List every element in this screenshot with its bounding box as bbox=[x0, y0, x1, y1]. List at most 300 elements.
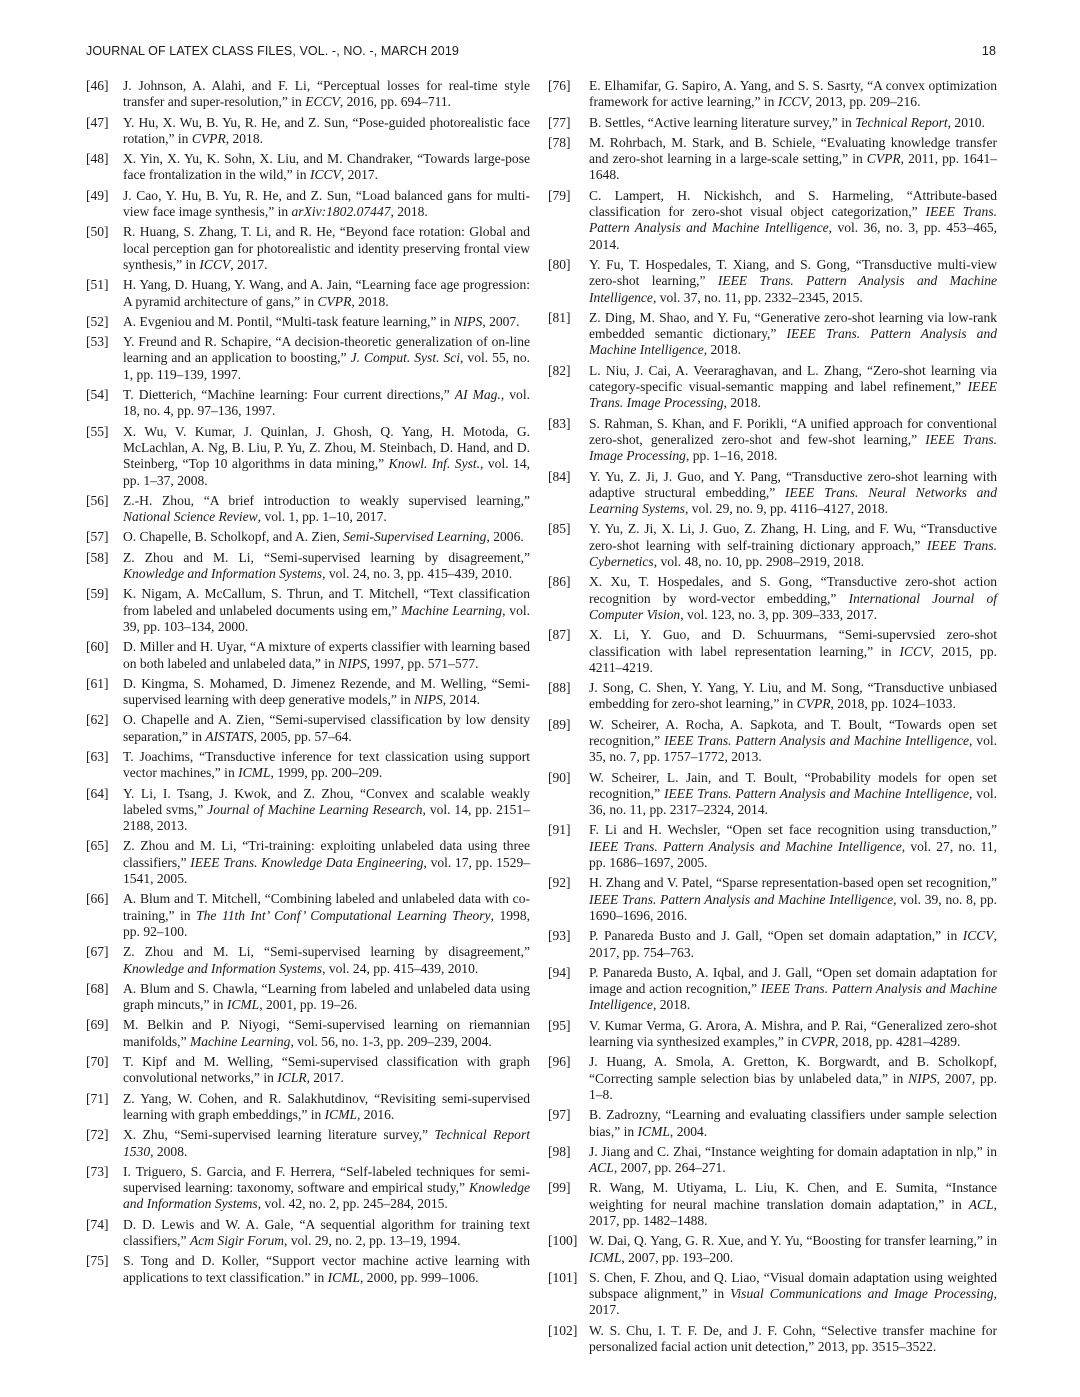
reference-text bbox=[589, 717, 997, 766]
reference-venue: National Science Review bbox=[123, 509, 258, 525]
reference-entry bbox=[86, 712, 530, 745]
reference-venue: IEEE Trans. Knowledge Data Engineering bbox=[190, 854, 424, 870]
reference-venue: CVPR bbox=[866, 151, 901, 167]
reference-text-segment: , 2018. bbox=[652, 997, 691, 1013]
reference-text-segment: , 2017. bbox=[306, 1070, 344, 1086]
reference-venue: ACL bbox=[968, 1196, 994, 1212]
reference-venue: J. Comput. Syst. Sci bbox=[350, 350, 461, 366]
reference-venue: NIPS bbox=[908, 1070, 937, 1086]
references-right-column bbox=[548, 78, 997, 1359]
reference-number: [91] bbox=[548, 822, 571, 838]
reference-venue: IEEE Trans. Pattern Analysis and Machine Intelligence bbox=[589, 838, 902, 854]
reference-venue: Technical Report 1530 bbox=[123, 1127, 530, 1159]
reference-text-segment: , 2008. bbox=[150, 1143, 188, 1159]
reference-text-segment: Y. Li, I. Tsang, J. Kwok, and Z. Zhou, “Convex and scalable weakly labeled svms,” bbox=[123, 785, 530, 817]
reference-text-segment: , vol. 14, pp. 2151–2188, 2013. bbox=[123, 801, 530, 834]
reference-number: [98] bbox=[548, 1143, 571, 1159]
reference-text-segment: , vol. 36, no. 3, pp. 453–465, 2014. bbox=[589, 220, 998, 252]
reference-number: [46] bbox=[86, 78, 109, 93]
reference-venue: IEEE Trans. Neural Networks and Learning Systems bbox=[589, 484, 997, 517]
reference-text bbox=[123, 550, 530, 583]
reference-text-segment: B. Zadrozny, “Learning and evaluating classifiers under sample selection bias,” in bbox=[589, 1107, 997, 1139]
reference-number: [96] bbox=[548, 1054, 571, 1070]
reference-venue: IEEE Trans. Pattern Analysis and Machine Intelligence bbox=[589, 204, 997, 236]
reference-venue: IEEE Trans. Image Processing bbox=[589, 379, 997, 411]
reference-text-segment: Y. Fu, T. Hospedales, T. Xiang, and S. Gong, “Transductive multi-view zero-shot learning,” bbox=[589, 256, 997, 289]
reference-number: [95] bbox=[548, 1017, 571, 1033]
reference-text bbox=[123, 1217, 530, 1250]
reference-number: [58] bbox=[86, 549, 109, 565]
reference-venue: NIPS bbox=[414, 692, 443, 708]
reference-text bbox=[589, 78, 997, 111]
reference-venue: ACL bbox=[589, 1160, 614, 1176]
reference-text-segment: , vol. 14, pp. 1–37, 2008. bbox=[123, 456, 530, 488]
reference-entry bbox=[548, 416, 997, 465]
reference-text bbox=[589, 115, 997, 131]
reference-text-segment: D. D. Lewis and W. A. Gale, “A sequential algorithm for training text classifiers,” bbox=[123, 1216, 530, 1248]
reference-text bbox=[123, 676, 530, 709]
reference-text-segment: , 1998, pp. 92–100. bbox=[123, 907, 530, 939]
reference-venue: arXiv:1802.07447 bbox=[291, 204, 391, 220]
reference-venue: ICML bbox=[589, 1249, 622, 1265]
reference-text bbox=[123, 838, 530, 887]
reference-venue: IEEE Trans. Pattern Analysis and Machine Intelligence bbox=[589, 326, 997, 358]
reference-venue: Visual Communications and Image Processing bbox=[730, 1286, 994, 1302]
reference-text-segment: , vol. 29, no. 9, pp. 4116–4127, 2018. bbox=[684, 501, 889, 517]
reference-text-segment: , 2014. bbox=[442, 692, 481, 708]
reference-text-segment: K. Nigam, A. McCallum, S. Thrun, and T. Mitchell, “Text classification from labeled and unlabeled documents using em,” bbox=[123, 586, 530, 618]
reference-venue: ICCV bbox=[199, 256, 231, 272]
reference-number: [69] bbox=[86, 1017, 109, 1033]
reference-text-segment: Y. Yu, Z. Ji, J. Guo, and Y. Pang, “Transductive zero-shot learning with adaptive structural embedding,” bbox=[589, 468, 997, 500]
reference-number: [56] bbox=[86, 492, 109, 508]
reference-text-segment: Z. Yang, W. Cohen, and R. Salakhutdinov, “Revisiting semi-supervised learning with graph embeddings,” in bbox=[123, 1090, 530, 1122]
reference-text-segment: , vol. 39, pp. 103–134, 2000. bbox=[123, 602, 530, 634]
reference-entry bbox=[548, 1270, 997, 1319]
reference-text-segment: , 2007, pp. 1–8. bbox=[589, 1070, 997, 1102]
reference-text bbox=[123, 78, 530, 111]
reference-number: [52] bbox=[86, 313, 109, 329]
reference-text bbox=[123, 314, 530, 330]
reference-venue: IEEE Trans. Pattern Analysis and Machine Intelligence bbox=[589, 273, 998, 305]
reference-venue: Machine Learning bbox=[401, 602, 503, 618]
reference-text-segment: , vol. 37, no. 11, pp. 2332–2345, 2015. bbox=[652, 289, 863, 305]
reference-text bbox=[589, 416, 997, 465]
reference-entry bbox=[548, 1054, 997, 1103]
reference-number: [63] bbox=[86, 748, 109, 764]
reference-entry bbox=[548, 78, 997, 111]
reference-entry bbox=[86, 314, 530, 330]
reference-text-segment: , vol. 27, no. 11, pp. 1686–1697, 2005. bbox=[589, 838, 997, 871]
reference-number: [50] bbox=[86, 224, 109, 240]
reference-text-segment: V. Kumar Verma, G. Arora, A. Mishra, and P. Rai, “Generalized zero-shot learning via synthesized examples,” in bbox=[589, 1017, 997, 1050]
reference-text bbox=[589, 875, 997, 924]
reference-entry bbox=[86, 529, 530, 545]
reference-entry bbox=[548, 717, 997, 766]
reference-number: [59] bbox=[86, 586, 109, 602]
reference-text bbox=[123, 151, 530, 184]
reference-text bbox=[123, 387, 530, 420]
reference-text-segment: O. Chapelle, B. Scholkopf, and A. Zien, bbox=[123, 529, 344, 545]
reference-venue: NIPS bbox=[453, 313, 483, 329]
reference-entry bbox=[86, 639, 530, 672]
reference-text bbox=[589, 310, 997, 359]
reference-number: [93] bbox=[548, 928, 571, 944]
reference-text-segment: T. Dietterich, “Machine learning: Four current directions,” bbox=[123, 387, 455, 403]
reference-entry bbox=[86, 1253, 530, 1286]
reference-number: [86] bbox=[548, 574, 571, 590]
reference-venue: AI Mag. bbox=[454, 387, 501, 403]
reference-entry bbox=[86, 78, 530, 111]
running-header bbox=[86, 44, 996, 64]
reference-venue: CVPR bbox=[191, 130, 226, 146]
reference-text-segment: , vol. 55, no. 1, pp. 119–139, 1997. bbox=[123, 350, 530, 382]
reference-venue: NIPS bbox=[338, 655, 367, 671]
reference-text bbox=[123, 586, 530, 635]
reference-venue: Knowl. Inf. Syst. bbox=[388, 456, 481, 472]
reference-text-segment: , 2017. bbox=[230, 256, 268, 272]
reference-venue: Knowledge and Information Systems bbox=[123, 566, 323, 582]
reference-text-segment: R. Huang, S. Zhang, T. Li, and R. He, “Beyond face rotation: Global and local perception gan for photorealistic and identity preserving frontal view synthesis,” in bbox=[123, 224, 530, 272]
reference-text bbox=[123, 277, 530, 310]
reference-text-segment: H. Zhang and V. Patel, “Sparse representation-based open set recognition,” bbox=[589, 875, 997, 891]
reference-venue: ICML bbox=[238, 765, 271, 781]
reference-entry bbox=[548, 1107, 997, 1140]
reference-entry bbox=[548, 928, 997, 961]
reference-entry bbox=[548, 965, 997, 1014]
reference-text-segment: J. Song, C. Shen, Y. Yang, Y. Liu, and M. Song, “Transductive unbiased embedding for zero-shot learning,” in bbox=[589, 680, 997, 712]
reference-number: [77] bbox=[548, 114, 571, 130]
reference-text bbox=[589, 822, 997, 871]
reference-entry bbox=[86, 749, 530, 782]
reference-text-segment: A. Blum and S. Chawla, “Learning from labeled and unlabeled data using graph mincuts,” in bbox=[123, 980, 530, 1013]
reference-text-segment: R. Wang, M. Utiyama, L. Liu, K. Chen, and E. Sumita, “Instance weighting for neural machine translation domain adaptation,” in bbox=[589, 1180, 997, 1212]
reference-venue: Technical Report bbox=[855, 114, 948, 130]
reference-entry bbox=[548, 822, 997, 871]
reference-text bbox=[589, 469, 997, 518]
reference-number: [74] bbox=[86, 1216, 109, 1232]
reference-number: [57] bbox=[86, 529, 109, 545]
reference-entry bbox=[86, 493, 530, 526]
reference-entry bbox=[86, 550, 530, 583]
reference-text-segment: M. Belkin and P. Niyogi, “Semi-supervised learning on riemannian manifolds,” bbox=[123, 1017, 530, 1049]
reference-venue: Knowledge and Information Systems bbox=[123, 960, 323, 976]
reference-entry bbox=[548, 770, 997, 819]
reference-text bbox=[589, 257, 997, 306]
reference-number: [76] bbox=[548, 78, 571, 93]
reference-number: [88] bbox=[548, 680, 571, 696]
reference-venue: Machine Learning bbox=[189, 1033, 291, 1049]
reference-text bbox=[589, 574, 997, 623]
reference-text-segment: J. Jiang and C. Zhai, “Instance weighting for domain adaptation in nlp,” in bbox=[589, 1143, 997, 1159]
reference-number: [99] bbox=[548, 1180, 571, 1196]
reference-number: [90] bbox=[548, 769, 571, 785]
reference-entry bbox=[86, 1217, 530, 1250]
reference-text bbox=[589, 1323, 997, 1356]
reference-text-segment: J. Johnson, A. Alahi, and F. Li, “Perceptual losses for real-time style transfer and super-resolution,” in bbox=[123, 78, 530, 110]
reference-text-segment: Z.-H. Zhou, “A brief introduction to weakly supervised learning,” bbox=[123, 492, 530, 508]
reference-number: [48] bbox=[86, 151, 109, 167]
reference-text-segment: , 2018. bbox=[390, 204, 428, 220]
reference-text bbox=[123, 1054, 530, 1087]
reference-text-segment: C. Lampert, H. Nickishch, and S. Harmeling, “Attribute-based classification for zero-shot visual object categorization,” bbox=[589, 187, 997, 220]
reference-entry bbox=[548, 875, 997, 924]
reference-text-segment: D. Kingma, S. Mohamed, D. Jimenez Rezende, and M. Welling, “Semi-supervised learning with deep generative models,” in bbox=[123, 675, 530, 708]
reference-entry bbox=[86, 387, 530, 420]
reference-number: [72] bbox=[86, 1127, 109, 1143]
reference-text-segment: , 2006. bbox=[486, 529, 524, 545]
reference-entry bbox=[86, 981, 530, 1014]
reference-entry bbox=[548, 627, 997, 676]
reference-text-segment: I. Triguero, S. Garcia, and F. Herrera, “Self-labeled techniques for semi-supervised learning: taxonomy, software and empirical study,” bbox=[123, 1163, 530, 1196]
reference-venue: ECCV bbox=[305, 94, 340, 110]
reference-number: [80] bbox=[548, 256, 571, 272]
reference-text-segment: , 2018. bbox=[703, 342, 741, 358]
reference-entry bbox=[86, 1127, 530, 1160]
reference-entry bbox=[548, 469, 997, 518]
reference-text-segment: , vol. 24, no. 3, pp. 415–439, 2010. bbox=[322, 566, 513, 582]
reference-text bbox=[123, 639, 530, 672]
reference-text-segment: B. Settles, “Active learning literature survey,” in bbox=[589, 114, 856, 130]
reference-venue: IEEE Trans. Pattern Analysis and Machine Intelligence bbox=[589, 891, 894, 907]
reference-text-segment: W. Scheirer, L. Jain, and T. Boult, “Probability models for open set recognition,” bbox=[589, 769, 997, 801]
reference-text bbox=[589, 1107, 997, 1140]
reference-text bbox=[123, 188, 530, 221]
reference-text-segment: W. S. Chu, I. T. F. De, and J. F. Cohn, “Selective transfer machine for personalized facial action unit detection,” 2013, pp. 3515–3522. bbox=[589, 1322, 997, 1355]
reference-number: [83] bbox=[548, 415, 571, 431]
reference-text bbox=[589, 521, 997, 570]
journal-header: JOURNAL OF LATEX CLASS FILES, VOL. -, NO. -, MARCH 2019 bbox=[86, 44, 459, 58]
reference-text-segment: X. Zhu, “Semi-supervised learning literature survey,” bbox=[123, 1127, 435, 1143]
reference-text-segment: , 1997, pp. 571–577. bbox=[366, 655, 479, 671]
reference-text bbox=[589, 627, 997, 676]
reference-venue: IEEE Trans. Pattern Analysis and Machine Intelligence bbox=[589, 981, 998, 1013]
reference-number: [47] bbox=[86, 114, 109, 130]
reference-text bbox=[589, 680, 997, 713]
reference-entry bbox=[86, 151, 530, 184]
reference-text-segment: A. Blum and T. Mitchell, “Combining labeled and unlabeled data with co-training,” in bbox=[123, 891, 530, 923]
reference-entry bbox=[86, 1054, 530, 1087]
reference-text-segment: O. Chapelle and A. Zien, “Semi-supervised classification by low density separation,” in bbox=[123, 712, 530, 744]
reference-text-segment: , 2016. bbox=[357, 1106, 395, 1122]
reference-text-segment: X. Li, Y. Guo, and D. Schuurmans, “Semi-supervsied zero-shot classification with label representation learning,” in bbox=[589, 627, 997, 659]
reference-number: [102] bbox=[548, 1322, 578, 1338]
reference-text-segment: S. Chen, F. Zhou, and Q. Liao, “Visual domain adaptation using weighted subspace alignment,” in bbox=[589, 1269, 997, 1302]
reference-text bbox=[589, 1180, 997, 1229]
reference-venue: ICML bbox=[637, 1123, 670, 1139]
reference-text-segment: X. Yin, X. Yu, K. Sohn, X. Liu, and M. Chandraker, “Towards large-pose face frontalization in the wild,” in bbox=[123, 151, 530, 183]
reference-entry bbox=[86, 944, 530, 977]
reference-venue: Knowledge and Information Systems bbox=[123, 1180, 530, 1212]
reference-text-segment: , 1999, pp. 200–209. bbox=[270, 765, 383, 781]
reference-text-segment: , vol. 1, pp. 1–10, 2017. bbox=[257, 509, 387, 525]
reference-text-segment: , vol. 35, no. 7, pp. 1757–1772, 2013. bbox=[589, 732, 998, 765]
reference-venue: The 11th Int’ Conf’ Computational Learning Theory bbox=[196, 907, 491, 923]
reference-text-segment: Z. Ding, M. Shao, and Y. Fu, “Generative zero-shot learning via low-rank embedded semantic dictionary,” bbox=[589, 309, 997, 342]
reference-text bbox=[123, 1091, 530, 1124]
reference-entry bbox=[86, 1164, 530, 1213]
reference-text-segment: Y. Freund and R. Schapire, “A decision-theoretic generalization of on-line learning and an application to boosting,” bbox=[123, 334, 530, 366]
reference-entry bbox=[548, 135, 997, 184]
reference-text-segment: , 2018. bbox=[225, 130, 263, 146]
reference-venue: ICML bbox=[324, 1106, 358, 1122]
reference-number: [66] bbox=[86, 891, 109, 907]
reference-venue: AISTATS bbox=[205, 728, 254, 744]
reference-entry bbox=[548, 574, 997, 623]
reference-venue: ICML bbox=[327, 1269, 361, 1285]
reference-text-segment: , 2017, pp. 754–763. bbox=[589, 928, 997, 960]
reference-entry bbox=[548, 1233, 997, 1266]
reference-venue: International Journal of Computer Vision bbox=[589, 590, 997, 622]
reference-text-segment: , 2017, pp. 1482–1488. bbox=[589, 1196, 997, 1228]
reference-number: [75] bbox=[86, 1253, 109, 1269]
reference-text-segment: L. Niu, J. Cai, A. Veeraraghavan, and L. Zhang, “Zero-shot learning via category-specific visual-semantic mapping and label refinement,” bbox=[589, 362, 997, 395]
reference-text-segment: E. Elhamifar, G. Sapiro, A. Yang, and S. S. Sasrty, “A convex optimization framework for active learning,” in bbox=[589, 78, 997, 110]
reference-entry bbox=[548, 257, 997, 306]
reference-entry bbox=[86, 676, 530, 709]
reference-text-segment: J. Cao, Y. Hu, B. Yu, R. He, and Z. Sun, “Load balanced gans for multi-view face image synthesis,” in bbox=[123, 187, 530, 220]
reference-number: [100] bbox=[548, 1233, 578, 1249]
reference-entry bbox=[548, 1180, 997, 1229]
reference-text-segment: , vol. 56, no. 1-3, pp. 209–239, 2004. bbox=[290, 1033, 492, 1049]
reference-text-segment: , 2018. bbox=[723, 395, 761, 411]
reference-text bbox=[123, 1164, 530, 1213]
reference-number: [73] bbox=[86, 1163, 109, 1179]
reference-entry bbox=[86, 188, 530, 221]
reference-text-segment: M. Rohrbach, M. Stark, and B. Schiele, “Evaluating knowledge transfer and zero-shot learning in a large-scale setting,” in bbox=[589, 134, 997, 167]
reference-number: [94] bbox=[548, 964, 571, 980]
reference-text-segment: P. Panareda Busto, A. Iqbal, and J. Gall, “Open set domain adaptation for image and action recognition,” bbox=[589, 964, 997, 997]
page-number: 18 bbox=[981, 44, 996, 58]
reference-text-segment: S. Rahman, S. Khan, and F. Porikli, “A unified approach for conventional zero-shot, generalized zero-shot and few-shot learning,” bbox=[589, 415, 997, 447]
reference-venue: ICCV bbox=[962, 928, 994, 944]
reference-entry bbox=[86, 115, 530, 148]
reference-text-segment: P. Panareda Busto and J. Gall, “Open set domain adaptation,” in bbox=[589, 928, 963, 944]
reference-text-segment: , vol. 39, no. 8, pp. 1690–1696, 2016. bbox=[589, 891, 998, 923]
reference-text-segment: J. Huang, A. Smola, A. Gretton, K. Borgwardt, and B. Scholkopf, “Correcting sample selection bias by unlabeled data,” in bbox=[589, 1054, 997, 1086]
reference-text-segment: , 2000, pp. 999–1006. bbox=[360, 1269, 479, 1285]
reference-text-segment: X. Wu, V. Kumar, J. Quinlan, J. Ghosh, Q. Yang, H. Motoda, G. McLachlan, A. Ng, B. Liu, P. Yu, Z. Zhou, M. Steinbach, D. Hand, and D. Steinberg, “Top 10 algorithms in data mining,” bbox=[123, 423, 530, 472]
reference-text-segment: , vol. 29, no. 2, pp. 13–19, 1994. bbox=[284, 1233, 461, 1248]
reference-text bbox=[123, 334, 530, 383]
reference-number: [89] bbox=[548, 716, 571, 732]
reference-venue: Journal of Machine Learning Research bbox=[207, 801, 423, 817]
reference-text-segment: , vol. 17, pp. 1529–1541, 2005. bbox=[123, 854, 530, 887]
reference-text bbox=[123, 981, 530, 1014]
reference-number: [85] bbox=[548, 521, 571, 537]
reference-number: [87] bbox=[548, 627, 571, 643]
reference-number: [68] bbox=[86, 980, 109, 996]
reference-text-segment: D. Miller and H. Uyar, “A mixture of experts classifier with learning based on both labeled and unlabeled data,” in bbox=[123, 639, 530, 671]
reference-number: [92] bbox=[548, 875, 571, 891]
reference-text-segment: X. Xu, T. Hospedales, and S. Gong, “Transductive zero-shot action recognition by word-vector embedding,” bbox=[589, 574, 997, 606]
reference-entry bbox=[548, 680, 997, 713]
reference-number: [65] bbox=[86, 838, 109, 854]
reference-text-segment: , 2004. bbox=[669, 1123, 708, 1139]
reference-text bbox=[123, 529, 530, 545]
reference-text-segment: , 2018. bbox=[351, 293, 389, 309]
reference-text-segment: , vol. 36, no. 11, pp. 2317–2324, 2014. bbox=[589, 785, 998, 818]
reference-number: [54] bbox=[86, 387, 109, 403]
reference-number: [78] bbox=[548, 134, 571, 150]
reference-text-segment: , 2017. bbox=[589, 1286, 997, 1318]
reference-text-segment: A. Evgeniou and M. Pontil, “Multi-task feature learning,” in bbox=[123, 313, 454, 329]
reference-text bbox=[589, 363, 997, 412]
reference-text-segment: Z. Zhou and M. Li, “Tri-training: exploiting unlabeled data using three classifiers,” bbox=[123, 838, 530, 870]
reference-number: [62] bbox=[86, 712, 109, 728]
reference-text-segment: , vol. 123, no. 3, pp. 309–333, 2017. bbox=[680, 606, 878, 622]
reference-text-segment: T. Kipf and M. Welling, “Semi-supervised classification with graph convolutional networks,” in bbox=[123, 1054, 530, 1086]
reference-text bbox=[123, 424, 530, 489]
reference-text-segment: Z. Zhou and M. Li, “Semi-supervised learning by disagreement,” bbox=[123, 944, 530, 960]
reference-entry bbox=[86, 891, 530, 940]
reference-text-segment: , 2017. bbox=[340, 167, 379, 183]
reference-text bbox=[123, 891, 530, 940]
reference-text-segment: , 2011, pp. 1641–1648. bbox=[589, 151, 997, 183]
reference-text-segment: , vol. 48, no. 10, pp. 2908–2919, 2018. bbox=[653, 554, 865, 570]
reference-venue: ICCV bbox=[899, 643, 931, 659]
reference-venue: ICCV bbox=[777, 94, 809, 110]
reference-venue: IEEE Trans. Cybernetics bbox=[589, 537, 997, 570]
reference-text bbox=[123, 944, 530, 977]
reference-text bbox=[589, 188, 997, 253]
reference-text bbox=[123, 224, 530, 273]
reference-text-segment: Y. Hu, X. Wu, B. Yu, R. He, and Z. Sun, “Pose-guided photorealistic face rotation,” in bbox=[123, 114, 530, 146]
reference-entry bbox=[86, 786, 530, 835]
reference-number: [60] bbox=[86, 639, 109, 655]
reference-venue: CVPR bbox=[796, 696, 831, 712]
reference-venue: IEEE Trans. Image Processing bbox=[589, 431, 997, 464]
reference-venue: Semi-Supervised Learning bbox=[343, 529, 487, 545]
reference-venue: ICCV bbox=[309, 167, 341, 183]
reference-number: [67] bbox=[86, 944, 109, 960]
reference-text-segment: , 2016, pp. 694–711. bbox=[339, 94, 452, 110]
reference-number: [71] bbox=[86, 1090, 109, 1106]
reference-number: [53] bbox=[86, 334, 109, 350]
reference-text-segment: S. Tong and D. Koller, “Support vector machine active learning with applications to text classification.” in bbox=[123, 1253, 530, 1285]
reference-text bbox=[589, 928, 997, 961]
reference-text-segment: , 2001, pp. 19–26. bbox=[259, 997, 358, 1013]
reference-venue: CVPR bbox=[801, 1034, 836, 1050]
reference-text bbox=[589, 1144, 997, 1177]
reference-text bbox=[123, 115, 530, 148]
reference-text bbox=[123, 1017, 530, 1050]
reference-number: [61] bbox=[86, 675, 109, 691]
reference-entry bbox=[548, 521, 997, 570]
reference-text-segment: , 2007, pp. 264–271. bbox=[613, 1160, 726, 1176]
reference-text-segment: , 2013, pp. 209–216. bbox=[808, 94, 921, 110]
reference-text-segment: , 2018, pp. 1024–1033. bbox=[830, 696, 956, 712]
reference-entry bbox=[548, 1144, 997, 1177]
reference-text bbox=[123, 1253, 530, 1286]
reference-entry bbox=[86, 277, 530, 310]
reference-text bbox=[123, 712, 530, 745]
reference-entry bbox=[86, 586, 530, 635]
reference-text bbox=[123, 493, 530, 526]
reference-number: [101] bbox=[548, 1269, 578, 1285]
reference-venue: ICLR bbox=[277, 1070, 307, 1086]
reference-text-segment: W. Scheirer, A. Rocha, A. Sapkota, and T. Boult, “Towards open set recognition,” bbox=[589, 716, 997, 748]
reference-venue: CVPR bbox=[317, 293, 352, 309]
reference-entry bbox=[548, 310, 997, 359]
reference-text-segment: , vol. 18, no. 4, pp. 97–136, 1997. bbox=[123, 387, 530, 419]
reference-number: [84] bbox=[548, 468, 571, 484]
reference-text-segment: , 2010. bbox=[947, 114, 985, 130]
reference-entry bbox=[548, 188, 997, 253]
reference-text-segment: H. Yang, D. Huang, Y. Wang, and A. Jain, “Learning face age progression: A pyramid architecture of gans,” in bbox=[123, 277, 530, 309]
reference-text bbox=[589, 1270, 997, 1319]
reference-entry bbox=[548, 1323, 997, 1356]
